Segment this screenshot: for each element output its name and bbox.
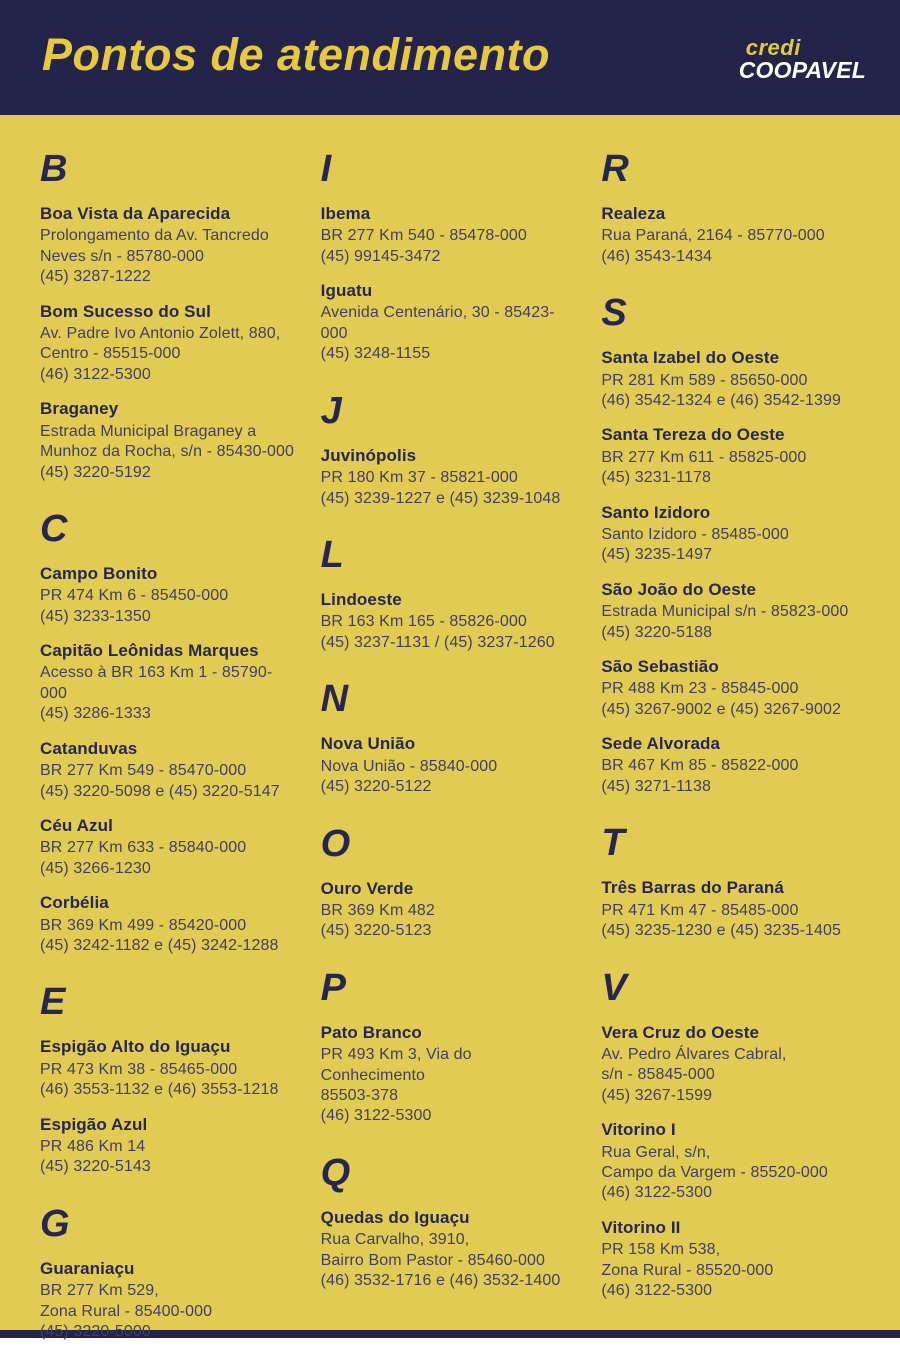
branch-name: Capitão Leônidas Marques (40, 641, 259, 661)
branch-entry (40, 640, 299, 725)
brand-logo-credi: credi (745, 34, 801, 60)
branch-name: São João do Oeste (601, 579, 757, 599)
branch-address-line: Campo da Vargem - 85520-000 (601, 1164, 828, 1181)
branch-entry (321, 445, 580, 509)
branch-name: Pato Branco (320, 1022, 422, 1042)
section-letter-i: I (320, 148, 332, 190)
branch-address-line: Prolongamento da Av. Tancredo (40, 227, 269, 245)
section-t (601, 823, 860, 941)
branch-address-line: PR 473 Km 38 - 85465-000 (40, 1060, 238, 1078)
branch-address-line: Rua Paraná, 2164 - 85770-000 (601, 227, 825, 245)
branch-name: Iguatu (320, 281, 373, 301)
branch-address-line: (45) 3287-1222 (40, 268, 151, 286)
branch-address-line: (46) 3122-5300 (320, 1107, 432, 1125)
section-g (40, 1204, 299, 1343)
branch-address-line: PR 180 Km 37 - 85821-000 (320, 469, 518, 487)
branch-address-line: BR 467 Km 85 - 85822-000 (601, 757, 799, 775)
branch-address-line: (45) 3220-5143 (40, 1158, 151, 1176)
branch-name: Santo Izidoro (601, 502, 711, 522)
section-letter-c: C (40, 508, 68, 550)
section-letter-g: G (40, 1202, 70, 1245)
branch-address-line: PR 488 Km 23 - 85845-000 (601, 680, 799, 698)
branch-name: São Sebastião (601, 657, 719, 676)
section-s (601, 293, 860, 797)
branch-address-line: BR 163 Km 165 - 85826-000 (320, 613, 527, 631)
section-letter-e: E (40, 981, 66, 1024)
section-letter-b: B (40, 148, 68, 190)
branch-name: Ouro Verde (320, 878, 414, 898)
branch-name: Vitorino II (601, 1217, 681, 1237)
branch-address-line: (46) 3543-1434 (601, 247, 713, 265)
section-i (321, 149, 580, 365)
branch-entry (321, 203, 580, 267)
branch-address-line: s/n - 85845-000 (601, 1066, 715, 1084)
branch-entry (601, 877, 860, 941)
branch-entry (601, 733, 860, 797)
branch-address-line: (45) 3248-1155 (320, 345, 431, 363)
branch-name: Espigão Alto do Iguaçu (40, 1037, 231, 1057)
branch-name: Nova União (320, 734, 416, 754)
branch-entry (40, 563, 299, 627)
section-r (601, 149, 860, 267)
page-title: Pontos de atendimento (42, 28, 551, 80)
branch-address-line: (45) 3271-1138 (601, 777, 711, 795)
branch-address-line: Estrada Municipal Braganey a (40, 422, 257, 440)
branch-address-line: Munhoz da Rocha, s/n - 85430-000 (40, 443, 295, 461)
branch-address-line: PR 486 Km 14 (40, 1137, 146, 1155)
branch-entry (40, 892, 299, 956)
branch-entry (40, 1258, 299, 1343)
branch-address-line: (45) 3220-5192 (40, 463, 151, 481)
branch-name: Espigão Azul (40, 1114, 148, 1134)
branch-address-line: PR 281 Km 589 - 85650-000 (601, 371, 808, 389)
branch-address-line: (45) 3220-5188 (601, 623, 713, 641)
section-letter-r: R (601, 148, 629, 190)
branch-entry (601, 502, 860, 566)
branch-address-line: Centro - 85515-000 (40, 345, 181, 363)
section-letter-n: N (320, 678, 349, 721)
branch-address-line: Bairro Bom Pastor - 85460-000 (320, 1251, 546, 1269)
branches-body (0, 115, 900, 1341)
branch-name: Ibema (320, 204, 371, 224)
branch-address-line: (46) 3122-5300 (601, 1282, 713, 1300)
section-letter-j: J (320, 389, 342, 432)
branch-name: Boa Vista da Aparecida (40, 204, 231, 224)
branch-name: Santa Izabel do Oeste (601, 348, 780, 368)
branch-entry (40, 815, 299, 879)
branch-name: Guaraniaçu (40, 1258, 135, 1278)
branch-name: Catanduvas (40, 738, 138, 758)
branch-address-line: (45) 3242-1182 e (45) 3242-1288 (40, 936, 279, 954)
branch-entry (40, 738, 299, 802)
branch-entry (601, 656, 860, 720)
branch-address-line: (45) 3233-1350 (40, 607, 151, 625)
branch-entry (321, 733, 580, 797)
branch-address-line: (45) 3239-1227 e (45) 3239-1048 (320, 489, 561, 507)
branch-name: Bom Sucesso do Sul (40, 301, 211, 321)
branch-entry (601, 347, 860, 411)
branch-address-line: (45) 3235-1230 e (45) 3235-1405 (601, 922, 842, 940)
section-e (40, 982, 299, 1177)
section-o (321, 824, 580, 942)
branch-address-line: (45) 3220-5122 (320, 778, 432, 796)
branch-entry (601, 579, 860, 643)
branch-entry (601, 1022, 860, 1107)
section-v (601, 968, 860, 1302)
brand-logo (739, 33, 866, 83)
section-n (321, 679, 580, 797)
branch-address-line: (45) 3220-5123 (320, 922, 432, 940)
branch-address-line: (45) 3266-1230 (40, 859, 151, 877)
branch-name: Realeza (601, 204, 666, 224)
page-header (0, 0, 900, 115)
branch-entry (321, 878, 580, 942)
branch-entry (601, 1119, 860, 1204)
section-letter-t: T (601, 822, 625, 865)
branch-name: Braganey (40, 399, 119, 419)
branch-entry (321, 589, 580, 653)
section-letter-l: L (320, 534, 344, 577)
branch-name: Vera Cruz do Oeste (601, 1022, 760, 1042)
branch-address-line: (46) 3122-5300 (40, 365, 151, 383)
section-letter-o: O (320, 822, 351, 865)
branch-address-line: Av. Pedro Álvares Cabral, (601, 1045, 787, 1063)
branch-address-line: (45) 3267-9002 e (45) 3267-9002 (601, 700, 842, 718)
branch-name: Lindoeste (320, 590, 402, 610)
branch-address-line: Acesso à BR 163 Km 1 - 85790-000 (40, 664, 273, 702)
branch-address-line: Rua Carvalho, 3910, (320, 1231, 470, 1249)
branch-address-line: BR 277 Km 611 - 85825-000 (601, 448, 807, 466)
section-letter-p: P (320, 966, 347, 1009)
section-p (321, 968, 580, 1127)
branch-address-line: BR 369 Km 482 (320, 901, 435, 919)
section-c (40, 509, 299, 956)
branch-address-line: BR 277 Km 540 - 85478-000 (320, 227, 527, 245)
branch-entry (40, 1036, 299, 1100)
branch-name: Juvinópolis (320, 445, 417, 465)
section-letter-s: S (601, 292, 627, 335)
branch-entry (601, 424, 860, 488)
section-letter-q: Q (320, 1151, 351, 1194)
branch-address-line: 85503-378 (320, 1086, 399, 1104)
branch-address-line: Av. Padre Ivo Antonio Zolett, 880, (40, 324, 281, 342)
column-1 (40, 149, 299, 1356)
branch-name: Céu Azul (40, 816, 113, 836)
branch-name: Santa Tereza do Oeste (601, 425, 785, 445)
branch-entry (40, 301, 299, 386)
branch-address-line: (45) 3286-1333 (40, 705, 151, 723)
branch-entry (321, 1022, 580, 1127)
branch-entry (321, 280, 580, 365)
branch-name: Sede Alvorada (601, 734, 721, 754)
branch-address-line: (46) 3122-5300 (601, 1184, 713, 1202)
branch-name: Três Barras do Paraná (601, 878, 784, 898)
branch-address-line: (45) 3220-5098 e (45) 3220-5147 (40, 782, 280, 800)
branch-address-line: (46) 3553-1132 e (46) 3553-1218 (40, 1081, 279, 1099)
branch-entry (601, 203, 860, 267)
branch-address-line: Santo Izidoro - 85485-000 (601, 525, 789, 543)
branch-address-line: Nova União - 85840-000 (320, 757, 498, 775)
branch-address-line: PR 158 Km 538, (601, 1241, 721, 1259)
branch-entry (40, 398, 299, 483)
branch-name: Vitorino I (601, 1120, 676, 1140)
section-q (321, 1153, 580, 1292)
branch-entry (40, 203, 299, 288)
branch-address-line: BR 277 Km 549 - 85470-000 (40, 762, 247, 780)
brand-logo-coopavel: COOPAVEL (738, 56, 866, 83)
section-l (321, 535, 580, 653)
branch-address-line: Avenida Centenário, 30 - 85423-000 (320, 304, 555, 342)
branch-name: Corbélia (40, 893, 109, 913)
branch-address-line: Rua Geral, s/n, (601, 1143, 711, 1161)
branch-address-line: (45) 3220-5000 (40, 1323, 151, 1341)
branch-name: Quedas do Iguaçu (320, 1207, 470, 1227)
branch-entry (601, 1217, 860, 1302)
branch-address-line: BR 277 Km 633 - 85840-000 (40, 839, 247, 857)
branch-address-line: Zona Rural - 85400-000 (40, 1302, 213, 1320)
section-b (40, 149, 299, 483)
branch-entry (321, 1207, 580, 1292)
branch-name: Campo Bonito (40, 564, 158, 584)
branch-address-line: (46) 3542-1324 e (46) 3542-1399 (601, 391, 842, 409)
column-3 (601, 149, 860, 1356)
branch-address-line: (46) 3532-1716 e (46) 3532-1400 (320, 1272, 561, 1290)
branch-address-line: (45) 99145-3472 (320, 247, 441, 265)
branch-address-line: PR 474 Km 6 - 85450-000 (40, 587, 229, 605)
branch-address-line: Neves s/n - 85780-000 (40, 247, 204, 265)
branch-address-line: (45) 3231-1178 (601, 469, 711, 487)
branch-address-line: PR 493 Km 3, Via do Conhecimento (320, 1046, 472, 1084)
branch-entry (40, 1114, 299, 1178)
branch-address-line: BR 277 Km 529, (40, 1282, 159, 1300)
branch-columns (40, 149, 860, 1356)
branch-address-line: BR 369 Km 499 - 85420-000 (40, 916, 247, 934)
branch-address-line: PR 471 Km 47 - 85485-000 (601, 901, 799, 919)
branch-address-line: (45) 3267-1599 (601, 1086, 713, 1104)
branch-address-line: (45) 3237-1131 / (45) 3237-1260 (320, 633, 555, 651)
branch-address-line: Estrada Municipal s/n - 85823-000 (601, 603, 849, 621)
branch-address-line: Zona Rural - 85520-000 (601, 1261, 774, 1279)
column-2 (321, 149, 580, 1356)
section-j (321, 391, 580, 509)
branch-address-line: (45) 3235-1497 (601, 546, 713, 564)
section-letter-v: V (601, 966, 627, 1009)
